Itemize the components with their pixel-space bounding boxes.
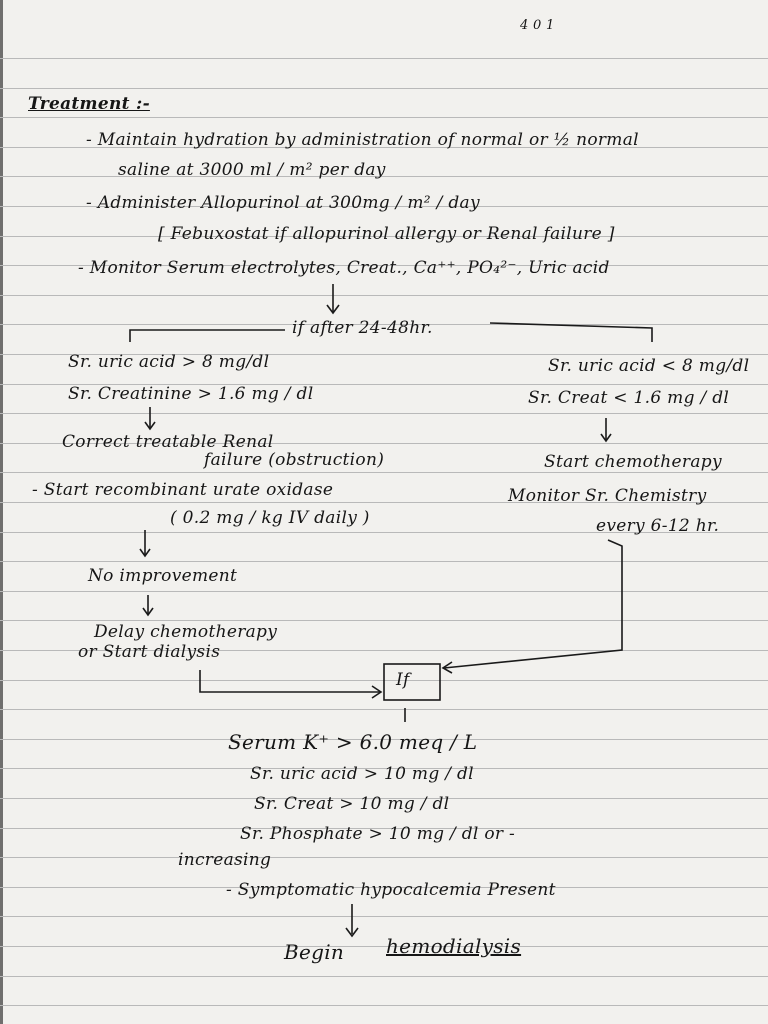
step-hydration-line1: - Maintain hydration by administration of normal or ½ normal: [86, 130, 639, 150]
criteria-creat: Sr. Creat > 10 mg / dl: [254, 794, 450, 814]
branch-left-line: [130, 330, 285, 342]
left-dose: ( 0.2 mg / kg IV daily ): [170, 508, 370, 528]
left-no-improvement: No improvement: [88, 566, 238, 586]
criteria-uric-acid: Sr. uric acid > 10 mg / dl: [250, 764, 474, 784]
criteria-potassium: Serum K⁺ > 6.0 meq / L: [228, 730, 478, 754]
step-allopurinol-line1: - Administer Allopurinol at 300mg / m² / day: [86, 193, 480, 213]
left-cond-creatinine: Sr. Creatinine > 1.6 mg / dl: [68, 384, 314, 404]
step-monitor: - Monitor Serum electrolytes, Creat., Ca⁺⁺, PO₄²⁻, Uric acid: [78, 258, 610, 278]
left-action-correct-renal: Correct treatable Renal: [62, 432, 274, 452]
left-cond-uric-acid: Sr. uric acid > 8 mg/dl: [68, 352, 270, 372]
right-action-monitor: Monitor Sr. Chemistry: [508, 486, 707, 506]
arrow-to-if: [200, 670, 380, 692]
criteria-increasing: increasing: [178, 850, 272, 870]
criteria-hypocalcemia: - Symptomatic hypocalcemia Present: [226, 880, 556, 900]
left-action-urate-oxidase: - Start recombinant urate oxidase: [32, 480, 334, 500]
page-number: 4 0 1: [520, 18, 555, 33]
left-action-obstruction: failure (obstruction): [204, 450, 385, 470]
right-action-frequency: every 6-12 hr.: [596, 516, 720, 536]
if-box-label: If: [396, 670, 410, 690]
step-allopurinol-line2: [ Febuxostat if allopurinol allergy or Renal failure ]: [158, 224, 615, 244]
branch-right-line: [490, 323, 652, 342]
step-hydration-line2: saline at 3000 ml / m² per day: [118, 160, 386, 180]
left-delay-chemo: Delay chemotherapy: [94, 622, 278, 642]
criteria-phosphate: Sr. Phosphate > 10 mg / dl or -: [240, 824, 516, 844]
if-box: [384, 664, 440, 700]
final-begin: Begin: [284, 940, 345, 964]
right-cond-creat: Sr. Creat < 1.6 mg / dl: [528, 388, 730, 408]
left-start-dialysis: or Start dialysis: [78, 642, 221, 662]
right-action-start-chemo: Start chemotherapy: [544, 452, 722, 472]
right-cond-uric-acid: Sr. uric acid < 8 mg/dl: [548, 356, 750, 376]
final-hemodialysis: hemodialysis: [386, 934, 522, 958]
loop-right-to-if: [444, 540, 622, 668]
heading-treatment: Treatment :-: [28, 94, 150, 114]
branch-label: if after 24-48hr.: [292, 318, 433, 338]
